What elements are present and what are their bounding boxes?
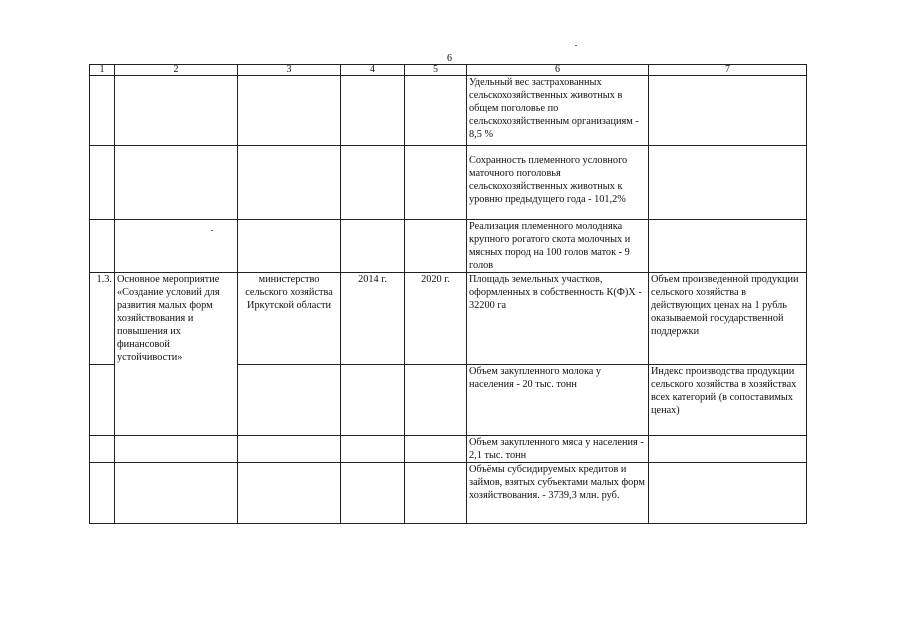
table-row <box>90 462 807 523</box>
measure-start-year: 2014 г. <box>341 273 405 365</box>
scan-speck <box>575 45 577 46</box>
indicator-text: Площадь земельных участков, оформленных в собственность К(Ф)Х - 32200 га <box>467 273 649 365</box>
measure-executor: министерство сельского хозяйства Иркутской области <box>238 273 341 365</box>
measure-number: 1.3. <box>90 273 115 365</box>
page-number: 6 <box>447 53 452 64</box>
header-col-4: 4 <box>341 65 405 76</box>
indicator-text: Реализация племенного молодняка крупного рогатого скота молочных и мясных пород на 100 голов маток - 9 голов <box>467 220 649 273</box>
table-header-row <box>90 65 807 76</box>
indicator-text: Объем закупленного мяса у населения - 2,1 тыс. тонн <box>467 435 649 462</box>
table-row <box>90 146 807 220</box>
result-text: Объем произведенной продукции сельского хозяйства в действующих ценах на 1 рубль оказываемой государственной поддержки <box>649 273 807 365</box>
header-col-1: 1 <box>90 65 115 76</box>
program-measures-table <box>89 64 807 524</box>
indicator-text: Сохранность племенного условного маточного поголовья сельскохозяйственных животных к уровню предыдущего года - 101,2% <box>467 146 649 220</box>
header-col-5: 5 <box>405 65 467 76</box>
measure-end-year: 2020 г. <box>405 273 467 365</box>
result-text: Индекс производства продукции сельского хозяйства в хозяйствах всех категорий (в сопоставимых ценах) <box>649 364 807 435</box>
header-col-2: 2 <box>115 65 238 76</box>
table-row <box>90 220 807 273</box>
table-row <box>90 76 807 146</box>
indicator-text: Объёмы субсидируемых кредитов и займов, взятых субъектами малых форм хозяйствования. - 3739,3 млн. руб. <box>467 462 649 523</box>
table-row <box>90 435 807 462</box>
table-row <box>90 273 807 365</box>
indicator-text: Удельный вес застрахованных сельскохозяйственных животных в общем поголовье по сельскохозяйственным организациям - 8,5 % <box>467 76 649 146</box>
header-col-6: 6 <box>467 65 649 76</box>
measure-name: Основное мероприятие «Создание условий для развития малых форм хозяйствования и повышения их финансовой устойчивости» <box>115 273 238 365</box>
header-col-3: 3 <box>238 65 341 76</box>
table-row <box>90 364 807 435</box>
scan-speck <box>211 230 213 231</box>
header-col-7: 7 <box>649 65 807 76</box>
indicator-text: Объем закупленного молока у населения - 20 тыс. тонн <box>467 364 649 435</box>
